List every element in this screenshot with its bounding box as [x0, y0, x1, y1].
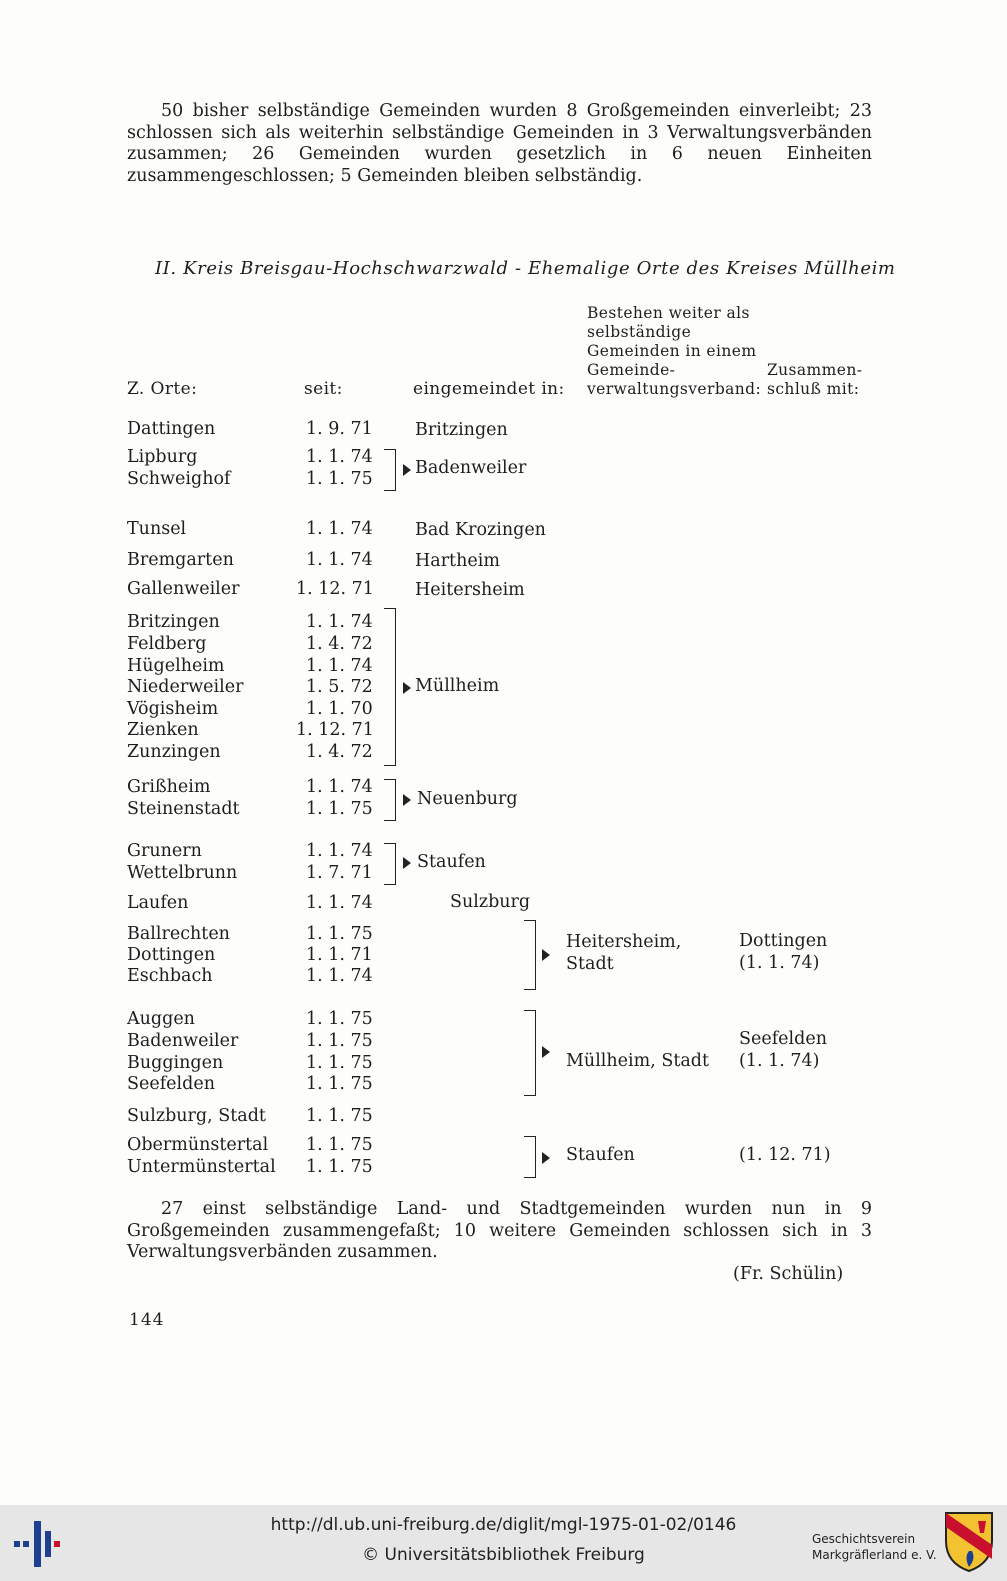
table-row-ort: Feldberg: [127, 634, 207, 654]
society-name-line-1: Geschichtsverein: [812, 1532, 916, 1546]
viewer-footer: [0, 1505, 1007, 1581]
bracket: [384, 449, 396, 491]
table-row-ort: Obermünstertal: [127, 1135, 269, 1155]
eingemeindet-hartheim: Hartheim: [415, 551, 500, 571]
table-row-ort: Vögisheim: [127, 699, 219, 719]
table-row-seit: 1. 12. 71: [296, 579, 374, 599]
closing-paragraph: 27 einst selbständige Land- und Stadtgemeinden wurden nun in 9 Großgemeinden zusammengefaßt; 10 weitere Gemeinden schlossen sich in 3 Verwaltungsverbänden zusammen.: [127, 1199, 872, 1262]
verband-heitersheim-line-2: Stadt: [566, 954, 614, 974]
table-row-seit: 1. 1. 75: [306, 1031, 373, 1051]
zusammenschluss-dottingen-line-1: Dottingen: [739, 931, 828, 951]
arrow-right-icon: [403, 464, 411, 476]
zusammenschluss-seefelden-line-2: (1. 1. 74): [739, 1051, 820, 1071]
table-row-seit: 1. 1. 75: [306, 1074, 373, 1094]
arrow-right-icon: [403, 857, 411, 869]
table-row-seit: 1. 5. 72: [306, 677, 373, 697]
eingemeindet-bad-krozingen: Bad Krozingen: [415, 520, 546, 540]
table-row-seit: 1. 1. 74: [306, 612, 373, 632]
table-row-ort: Ballrechten: [127, 924, 230, 944]
verband-staufen: Staufen: [566, 1145, 635, 1165]
table-row-ort: Untermünstertal: [127, 1157, 276, 1177]
verband-heitersheim-line-1: Heitersheim,: [566, 932, 682, 952]
bracket: [524, 920, 536, 990]
zusammenschluss-dottingen-line-2: (1. 1. 74): [739, 953, 820, 973]
column-header-orte: Z. Orte:: [127, 379, 198, 399]
table-row-ort: Zunzingen: [127, 742, 221, 762]
table-row-seit: 1. 1. 75: [306, 1135, 373, 1155]
bracket: [384, 608, 396, 766]
table-row-seit: 1. 1. 75: [306, 1009, 373, 1029]
eingemeindet-sulzburg: Sulzburg: [450, 892, 531, 912]
table-row-seit: 1. 1. 74: [306, 841, 373, 861]
table-row-seit: 1. 1. 75: [306, 1106, 373, 1126]
arrow-right-icon: [542, 1046, 550, 1058]
table-row-ort: Auggen: [127, 1009, 195, 1029]
table-row-seit: 1. 1. 75: [306, 924, 373, 944]
intro-paragraph: 50 bisher selbständige Gemeinden wurden 8 Großgemeinden einverleibt; 23 schlossen sich als weiterhin selbständige Gemeinden in 3 Verwaltungsverbänden zusammen; 26 Gemeinden wurden gesetzlich in 6 neuen Einheiten zusammengeschlossen; 5 Gemeinden bleiben selbständig.: [127, 101, 872, 186]
eingemeindet-badenweiler: Badenweiler: [415, 458, 527, 478]
table-row-seit: 1. 1. 71: [306, 945, 373, 965]
table-row-seit: 1. 1. 74: [306, 550, 373, 570]
table-row-ort: Sulzburg, Stadt: [127, 1106, 266, 1126]
table-row-ort: Badenweiler: [127, 1031, 239, 1051]
table-row-ort: Niederweiler: [127, 677, 244, 697]
column-header-zusammen-line-2: schluß mit:: [767, 380, 860, 398]
eingemeindet-staufen: Staufen: [417, 852, 486, 872]
column-header-bestehen-line-5: verwaltungsverband:: [587, 380, 762, 398]
arrow-right-icon: [403, 682, 411, 694]
table-row-seit: 1. 1. 74: [306, 893, 373, 913]
table-row-ort: Hügelheim: [127, 656, 225, 676]
column-header-seit: seit:: [304, 379, 343, 399]
table-row-ort: Grunern: [127, 841, 202, 861]
arrow-right-icon: [542, 1152, 550, 1164]
verband-muellheim: Müllheim, Stadt: [566, 1051, 710, 1071]
section-heading: II. Kreis Breisgau-Hochschwarzwald - Ehemalige Orte des Kreises Müllheim: [155, 258, 896, 279]
zusammenschluss-seefelden-line-1: Seefelden: [739, 1029, 827, 1049]
table-row-ort: Bremgarten: [127, 550, 234, 570]
table-row-seit: 1. 9. 71: [306, 419, 373, 439]
table-row-ort: Laufen: [127, 893, 189, 913]
table-row-seit: 1. 1. 75: [306, 799, 373, 819]
table-row-ort: Dattingen: [127, 419, 216, 439]
arrow-right-icon: [403, 794, 411, 806]
table-row-seit: 1. 1. 74: [306, 777, 373, 797]
eingemeindet-heitersheim: Heitersheim: [415, 580, 525, 600]
table-row-ort: Dottingen: [127, 945, 216, 965]
eingemeindet-britzingen: Britzingen: [415, 420, 508, 440]
bracket: [524, 1136, 536, 1178]
bracket: [524, 1010, 536, 1096]
table-row-seit: 1. 1. 74: [306, 966, 373, 986]
table-row-seit: 1. 1. 70: [306, 699, 373, 719]
column-header-eingemeindet: eingemeindet in:: [413, 379, 565, 399]
table-row-ort: Seefelden: [127, 1074, 215, 1094]
zusammenschluss-staufen: (1. 12. 71): [739, 1145, 831, 1165]
table-row-ort: Eschbach: [127, 966, 213, 986]
table-row-ort: Buggingen: [127, 1053, 224, 1073]
table-row-seit: 1. 1. 75: [306, 1157, 373, 1177]
society-name-line-2: Markgräflerland e. V.: [812, 1548, 937, 1562]
table-row-seit: 1. 1. 74: [306, 656, 373, 676]
table-row-ort: Britzingen: [127, 612, 220, 632]
table-row-seit: 1. 1. 75: [306, 469, 373, 489]
society-name: [812, 1531, 937, 1563]
table-row-ort: Wettelbrunn: [127, 863, 238, 883]
column-header-bestehen-line-2: selbständige: [587, 323, 692, 341]
bracket: [384, 843, 396, 885]
table-row-seit: 1. 1. 74: [306, 519, 373, 539]
table-row-seit: 1. 1. 74: [306, 447, 373, 467]
table-row-ort: Lipburg: [127, 447, 198, 467]
table-row-seit: 1. 4. 72: [306, 742, 373, 762]
table-row-ort: Steinenstadt: [127, 799, 240, 819]
copyright-notice: © Universitätsbibliothek Freiburg: [362, 1545, 645, 1565]
table-row-ort: Zienken: [127, 720, 199, 740]
society-crest-icon[interactable]: [944, 1511, 994, 1573]
table-row-ort: Tunsel: [127, 519, 187, 539]
table-row-seit: 1. 12. 71: [296, 720, 374, 740]
document-url-link[interactable]: http://dl.ub.uni-freiburg.de/diglit/mgl-1975-01-02/0146: [270, 1515, 737, 1535]
table-row-ort: Gallenweiler: [127, 579, 240, 599]
table-row-ort: Grißheim: [127, 777, 211, 797]
table-row-ort: Schweighof: [127, 469, 231, 489]
table-row-seit: 1. 1. 75: [306, 1053, 373, 1073]
column-header-zusammen-line-1: Zusammen-: [767, 361, 863, 379]
column-header-bestehen-line-3: Gemeinden in einem: [587, 342, 757, 360]
page-number: 144: [129, 1310, 165, 1330]
table-row-seit: 1. 7. 71: [306, 863, 373, 883]
column-header-bestehen-line-4: Gemeinde-: [587, 361, 676, 379]
bracket: [384, 779, 396, 821]
table-row-seit: 1. 4. 72: [306, 634, 373, 654]
arrow-right-icon: [542, 949, 550, 961]
column-header-bestehen-line-1: Bestehen weiter als: [587, 304, 750, 322]
eingemeindet-neuenburg: Neuenburg: [417, 789, 518, 809]
eingemeindet-muellheim: Müllheim: [415, 676, 500, 696]
author-signature: (Fr. Schülin): [733, 1264, 844, 1284]
